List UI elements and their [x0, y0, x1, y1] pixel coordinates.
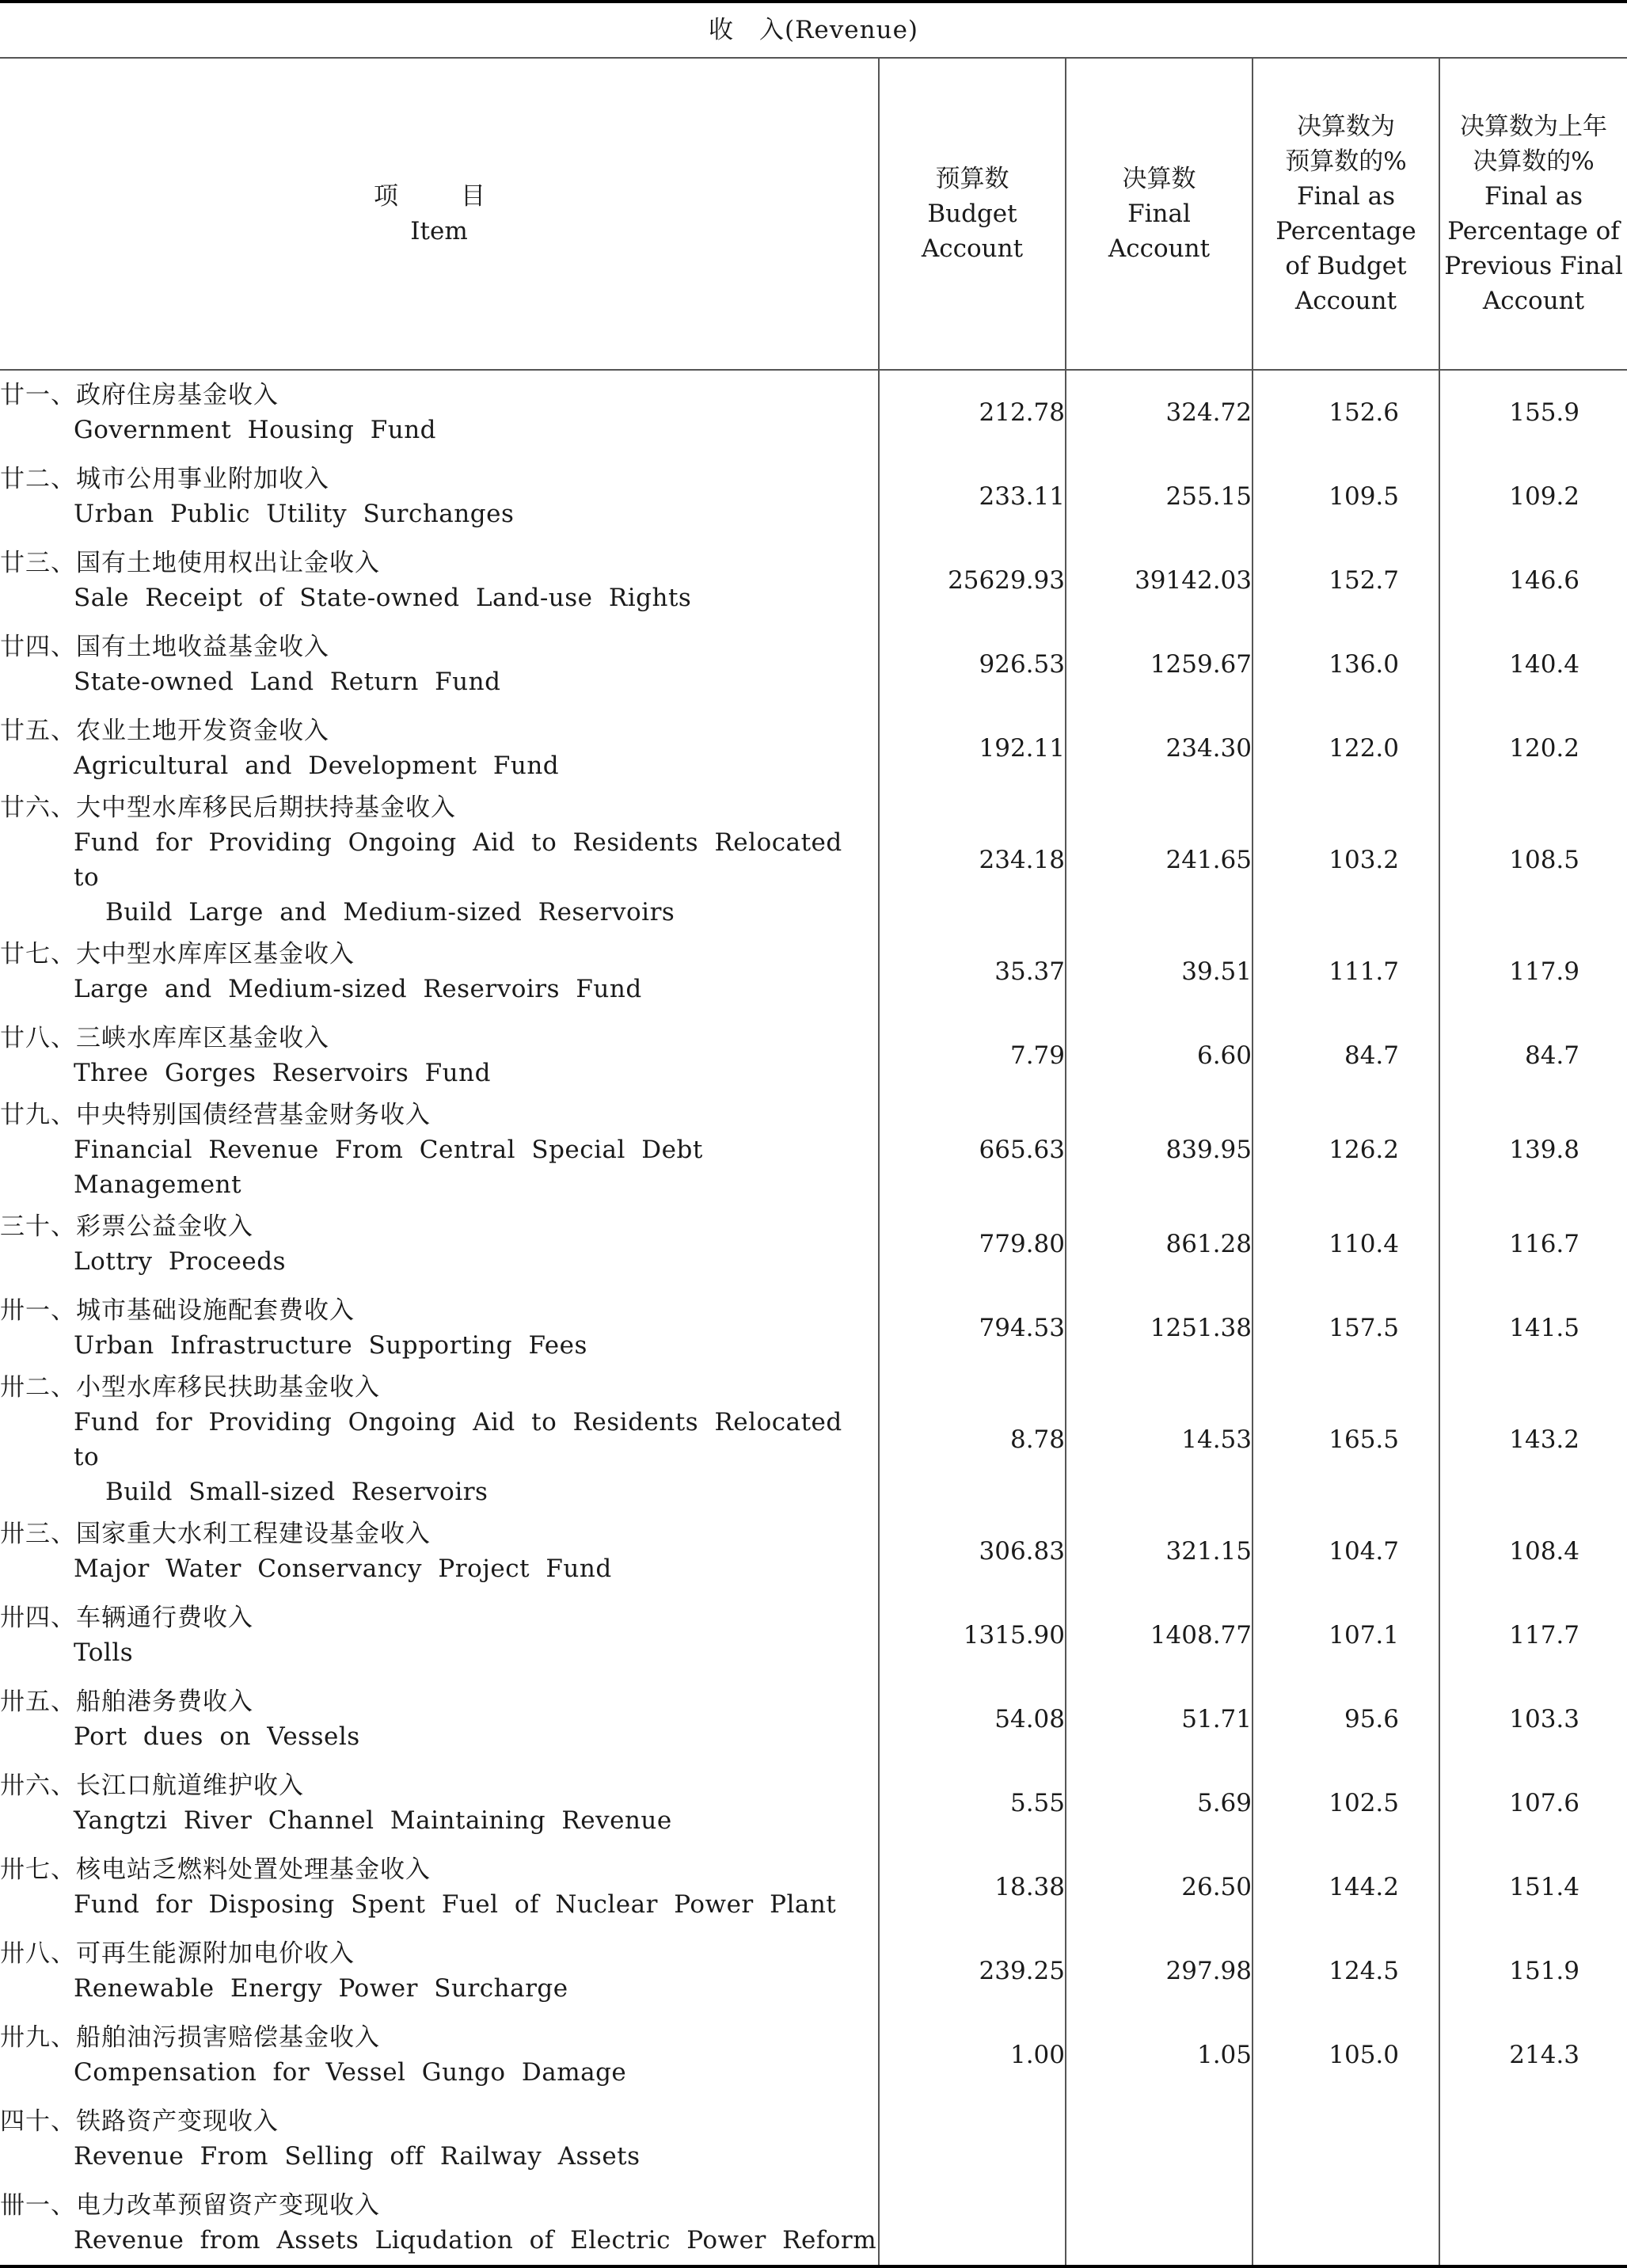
item-name-en: Agricultural and Development Fund [74, 752, 560, 780]
pct-of-budget-value: 152.6 [1253, 370, 1439, 455]
pct-of-previous-value: 155.9 [1439, 370, 1627, 455]
header-pct-prev-zh-1: 决算数为上年 [1460, 112, 1607, 141]
table-row [0, 455, 1627, 538]
item-name-en: Government Housing Fund [74, 416, 437, 444]
table-row [0, 1677, 1627, 1761]
pct-of-previous-value [1439, 2097, 1627, 2181]
pct-of-budget-value: 136.0 [1253, 622, 1439, 706]
item-name-zh: 卌一、电力改革预留资产变现收入 [0, 2191, 380, 2220]
pct-of-previous-value: 139.8 [1439, 1098, 1627, 1202]
item-cell [0, 1761, 879, 1845]
final-value [1066, 2097, 1253, 2181]
pct-of-budget-value: 122.0 [1253, 706, 1439, 790]
item-name-en: Fund for Providing Ongoing Aid to Residents Relocated to [74, 828, 842, 892]
item-name-en: Major Water Conservancy Project Fund [74, 1554, 612, 1583]
item-name-zh: 卅一、城市基础设施配套费收入 [0, 1296, 355, 1325]
budget-value: 926.53 [879, 622, 1066, 706]
pct-of-previous-value: 214.3 [1439, 2013, 1627, 2097]
header-budget [879, 58, 1066, 370]
item-name-en-continued: Build Small-sized Reservoirs [105, 1478, 488, 1506]
header-final [1066, 58, 1253, 370]
header-pct-budget-en-1: Final as [1296, 182, 1396, 211]
budget-value: 35.37 [879, 930, 1066, 1014]
budget-value: 192.11 [879, 706, 1066, 790]
pct-of-previous-value: 103.3 [1439, 1677, 1627, 1761]
item-cell [0, 2013, 879, 2097]
budget-value: 234.18 [879, 790, 1066, 930]
budget-value: 18.38 [879, 1845, 1066, 1929]
final-value: 26.50 [1066, 1845, 1253, 1929]
table-row [0, 1509, 1627, 1593]
item-name-en: Financial Revenue From Central Special Debt Management [74, 1136, 703, 1199]
item-name-zh: 廿二、城市公用事业附加收入 [0, 465, 329, 493]
item-name-zh: 卅二、小型水库移民扶助基金收入 [0, 1373, 380, 1402]
header-pct-prev-en-1: Final as [1484, 182, 1583, 211]
pct-of-previous-value: 107.6 [1439, 1761, 1627, 1845]
item-name-zh: 廿六、大中型水库移民后期扶持基金收入 [0, 793, 456, 822]
table-row [0, 1370, 1627, 1509]
item-name-en: State-owned Land Return Fund [74, 668, 501, 696]
pct-of-previous-value: 143.2 [1439, 1370, 1627, 1509]
pct-of-previous-value: 140.4 [1439, 622, 1627, 706]
pct-of-previous-value: 108.4 [1439, 1509, 1627, 1593]
header-pct-budget-zh-1: 决算数为 [1297, 112, 1395, 141]
pct-of-budget-value: 126.2 [1253, 1098, 1439, 1202]
item-cell [0, 2181, 879, 2266]
item-cell [0, 1098, 879, 1202]
budget-value: 233.11 [879, 455, 1066, 538]
pct-of-previous-value [1439, 2181, 1627, 2266]
item-cell [0, 1286, 879, 1370]
item-name-en: Tolls [74, 1638, 134, 1667]
table-row [0, 1098, 1627, 1202]
header-pct-prev-en-2: Percentage of [1447, 217, 1620, 245]
pct-of-budget-value: 107.1 [1253, 1593, 1439, 1677]
final-value: 51.71 [1066, 1677, 1253, 1761]
header-pct-budget-en-2: Percentage [1275, 217, 1416, 245]
final-value: 321.15 [1066, 1509, 1253, 1593]
table-row [0, 1845, 1627, 1929]
budget-value: 779.80 [879, 1202, 1066, 1286]
pct-of-previous-value: 141.5 [1439, 1286, 1627, 1370]
table-row [0, 1286, 1627, 1370]
item-cell [0, 706, 879, 790]
item-name-zh: 廿八、三峡水库库区基金收入 [0, 1024, 329, 1052]
pct-of-budget-value: 103.2 [1253, 790, 1439, 930]
item-name-zh: 卅三、国家重大水利工程建设基金收入 [0, 1520, 431, 1548]
item-name-en-continued: Build Large and Medium-sized Reservoirs [105, 898, 675, 927]
pct-of-budget-value: 144.2 [1253, 1845, 1439, 1929]
item-cell [0, 1845, 879, 1929]
pct-of-budget-value: 95.6 [1253, 1677, 1439, 1761]
item-cell [0, 1370, 879, 1509]
budget-value: 5.55 [879, 1761, 1066, 1845]
item-name-zh: 廿五、农业土地开发资金收入 [0, 717, 329, 745]
header-budget-en-1: Budget [927, 200, 1017, 228]
pct-of-previous-value: 116.7 [1439, 1202, 1627, 1286]
item-name-zh: 三十、彩票公益金收入 [0, 1212, 253, 1241]
header-final-zh: 决算数 [1122, 165, 1196, 193]
header-pct-prev-zh-2: 决算数的% [1473, 147, 1595, 176]
final-value: 1.05 [1066, 2013, 1253, 2097]
budget-value [879, 2181, 1066, 2266]
pct-of-budget-value: 152.7 [1253, 538, 1439, 622]
item-name-zh: 廿七、大中型水库库区基金收入 [0, 940, 355, 968]
item-cell [0, 790, 879, 930]
pct-of-budget-value: 110.4 [1253, 1202, 1439, 1286]
item-cell [0, 370, 879, 455]
budget-value: 1.00 [879, 2013, 1066, 2097]
item-name-en: Urban Public Utility Surchanges [74, 500, 515, 528]
header-budget-zh: 预算数 [935, 165, 1009, 193]
table-caption-row [0, 2, 1627, 58]
header-pct-prev-en-3: Previous Final [1444, 252, 1623, 280]
budget-value: 212.78 [879, 370, 1066, 455]
header-pct-budget-zh-2: 预算数的% [1285, 147, 1407, 176]
pct-of-budget-value [1253, 2097, 1439, 2181]
table-row [0, 2181, 1627, 2266]
item-name-zh: 廿一、政府住房基金收入 [0, 381, 279, 409]
item-name-zh: 卅八、可再生能源附加电价收入 [0, 1939, 355, 1968]
item-cell [0, 1929, 879, 2013]
pct-of-budget-value: 102.5 [1253, 1761, 1439, 1845]
item-cell [0, 1202, 879, 1286]
item-name-zh: 卅九、船舶油污损害赔偿基金收入 [0, 2023, 380, 2052]
budget-value: 54.08 [879, 1677, 1066, 1761]
item-cell [0, 455, 879, 538]
item-cell [0, 622, 879, 706]
final-value: 14.53 [1066, 1370, 1253, 1509]
final-value: 255.15 [1066, 455, 1253, 538]
table-row [0, 706, 1627, 790]
header-pct-budget-en-3: of Budget [1285, 252, 1407, 280]
pct-of-previous-value: 109.2 [1439, 455, 1627, 538]
pct-of-previous-value: 146.6 [1439, 538, 1627, 622]
final-value: 5.69 [1066, 1761, 1253, 1845]
item-name-en: Revenue from Assets Liqudation of Electric Power Reform [74, 2226, 877, 2255]
final-value: 6.60 [1066, 1014, 1253, 1098]
item-name-en: Yangtzi River Channel Maintaining Revenue [74, 1806, 672, 1835]
pct-of-previous-value: 117.9 [1439, 930, 1627, 1014]
item-name-en: Renewable Energy Power Surcharge [74, 1974, 568, 2003]
pct-of-previous-value: 84.7 [1439, 1014, 1627, 1098]
item-cell [0, 930, 879, 1014]
item-name-zh: 卅五、船舶港务费收入 [0, 1688, 253, 1716]
item-name-en: Port dues on Vessels [74, 1722, 360, 1751]
table-row [0, 1593, 1627, 1677]
item-name-en: Lottry Proceeds [74, 1247, 286, 1276]
header-pct-prev-en-4: Account [1482, 287, 1585, 315]
pct-of-previous-value: 117.7 [1439, 1593, 1627, 1677]
item-cell [0, 1593, 879, 1677]
header-pct-budget [1253, 58, 1439, 370]
final-value: 297.98 [1066, 1929, 1253, 2013]
final-value: 1259.67 [1066, 622, 1253, 706]
item-cell [0, 1509, 879, 1593]
table-row [0, 2097, 1627, 2181]
pct-of-previous-value: 151.4 [1439, 1845, 1627, 1929]
final-value: 1408.77 [1066, 1593, 1253, 1677]
final-value: 839.95 [1066, 1098, 1253, 1202]
budget-value: 794.53 [879, 1286, 1066, 1370]
table-row [0, 1929, 1627, 2013]
item-cell [0, 1677, 879, 1761]
final-value: 241.65 [1066, 790, 1253, 930]
item-cell [0, 538, 879, 622]
pct-of-budget-value: 124.5 [1253, 1929, 1439, 2013]
final-value: 234.30 [1066, 706, 1253, 790]
budget-value: 1315.90 [879, 1593, 1066, 1677]
final-value [1066, 2181, 1253, 2266]
item-name-en: Fund for Providing Ongoing Aid to Residents Relocated to [74, 1408, 842, 1471]
table-row [0, 1014, 1627, 1098]
item-name-en: Large and Medium-sized Reservoirs Fund [74, 975, 642, 1003]
header-budget-en-2: Account [921, 234, 1024, 263]
budget-value: 25629.93 [879, 538, 1066, 622]
header-pct-budget-en-4: Account [1294, 287, 1397, 315]
item-name-zh: 廿三、国有土地使用权出让金收入 [0, 549, 380, 577]
table-row [0, 370, 1627, 455]
table-row [0, 790, 1627, 930]
table-row [0, 622, 1627, 706]
budget-value: 665.63 [879, 1098, 1066, 1202]
header-pct-prev [1439, 58, 1627, 370]
table-row [0, 930, 1627, 1014]
item-name-zh: 卅七、核电站乏燃料处置处理基金收入 [0, 1855, 431, 1884]
item-name-zh: 廿四、国有土地收益基金收入 [0, 633, 329, 661]
budget-value: 8.78 [879, 1370, 1066, 1509]
pct-of-budget-value: 165.5 [1253, 1370, 1439, 1509]
budget-value: 7.79 [879, 1014, 1066, 1098]
final-value: 1251.38 [1066, 1286, 1253, 1370]
item-name-en: Three Gorges Reservoirs Fund [74, 1059, 491, 1087]
table-row [0, 538, 1627, 622]
table-header-row [0, 58, 1627, 370]
table-caption: 收 入(Revenue) [0, 2, 1627, 58]
header-final-en-1: Final [1127, 200, 1191, 228]
item-name-zh: 廿九、中央特别国债经营基金财务收入 [0, 1101, 431, 1129]
item-cell [0, 2097, 879, 2181]
header-item-en: Item [410, 217, 468, 245]
table-row [0, 2013, 1627, 2097]
budget-value [879, 2097, 1066, 2181]
item-name-zh: 卅四、车辆通行费收入 [0, 1604, 253, 1632]
final-value: 39142.03 [1066, 538, 1253, 622]
pct-of-budget-value: 105.0 [1253, 2013, 1439, 2097]
header-item-zh: 项 目 [374, 182, 504, 211]
header-item [0, 58, 879, 370]
item-name-zh: 卅六、长江口航道维护收入 [0, 1771, 304, 1800]
pct-of-budget-value: 104.7 [1253, 1509, 1439, 1593]
item-name-en: Compensation for Vessel Gungo Damage [74, 2058, 627, 2087]
item-name-en: Revenue From Selling off Railway Assets [74, 2142, 641, 2171]
budget-value: 239.25 [879, 1929, 1066, 2013]
table-row [0, 1202, 1627, 1286]
final-value: 324.72 [1066, 370, 1253, 455]
pct-of-budget-value: 109.5 [1253, 455, 1439, 538]
pct-of-budget-value: 84.7 [1253, 1014, 1439, 1098]
item-name-en: Fund for Disposing Spent Fuel of Nuclear Power Plant [74, 1890, 837, 1919]
item-name-en: Sale Receipt of State-owned Land-use Rights [74, 584, 692, 612]
final-value: 861.28 [1066, 1202, 1253, 1286]
item-name-en: Urban Infrastructure Supporting Fees [74, 1331, 587, 1360]
pct-of-previous-value: 120.2 [1439, 706, 1627, 790]
item-cell [0, 1014, 879, 1098]
final-value: 39.51 [1066, 930, 1253, 1014]
pct-of-previous-value: 151.9 [1439, 1929, 1627, 2013]
pct-of-budget-value [1253, 2181, 1439, 2266]
pct-of-previous-value: 108.5 [1439, 790, 1627, 930]
table-row [0, 1761, 1627, 1845]
header-final-en-2: Account [1108, 234, 1211, 263]
item-name-zh: 四十、铁路资产变现收入 [0, 2107, 279, 2136]
budget-value: 306.83 [879, 1509, 1066, 1593]
pct-of-budget-value: 157.5 [1253, 1286, 1439, 1370]
pct-of-budget-value: 111.7 [1253, 930, 1439, 1014]
